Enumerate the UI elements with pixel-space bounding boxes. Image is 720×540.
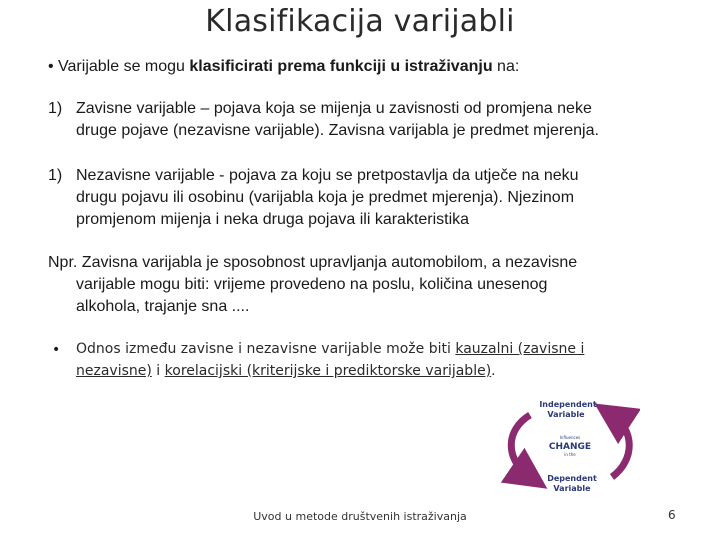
diagram-center-small-2: in the xyxy=(564,452,576,457)
intro-line xyxy=(48,58,519,76)
diagram-top-label-2: Variable xyxy=(547,410,585,419)
causal-link[interactable]: kauzalni (zavisne i nezavisne) xyxy=(76,341,585,379)
page-number: 6 xyxy=(668,508,676,522)
cycle-arrow-right xyxy=(612,415,629,477)
diagram-center-small: Influences xyxy=(559,435,581,440)
example-paragraph xyxy=(48,252,688,318)
example-line: varijable mogu biti: vrijeme provedeno na poslu, količina unesenog xyxy=(76,276,548,293)
relation-paragraph xyxy=(76,338,616,382)
example-line: Npr. Zavisna varijabla je sposobnost upravljanja automobilom, a nezavisne xyxy=(48,254,578,271)
bullet-icon: • xyxy=(52,342,61,358)
diagram-center-label: CHANGE xyxy=(548,442,592,452)
example-line: alkohola, trajanje sna .... xyxy=(76,298,250,315)
diagram-bottom-label-2: Variable xyxy=(553,484,591,493)
intro-bold: klasificirati prema funkciji u istraživanju xyxy=(189,58,493,75)
intro-prefix: • Varijable se mogu xyxy=(48,58,190,75)
variable-cycle-diagram xyxy=(500,395,640,495)
relation-text: . xyxy=(491,363,496,379)
list-item-number: 1) xyxy=(48,167,63,184)
slide-title: Klasifikacija varijabli xyxy=(205,4,515,39)
list-item-line: promjenom mijenja i neka druga pojava ili karakteristika xyxy=(76,211,470,228)
list-item-number: 1) xyxy=(48,100,63,117)
list-item-line: Zavisne varijable – pojava koja se mijenja u zavisnosti od promjena neke xyxy=(76,100,592,117)
relation-text: i xyxy=(151,363,165,379)
list-item-line: druge pojave (nezavisne varijable). Zavisna varijabla je predmet mjerenja. xyxy=(76,122,599,139)
relation-text: Odnos između zavisne i nezavisne varijable može biti xyxy=(76,341,456,357)
correlational-link[interactable]: korelacijski (kriterijske i prediktorske varijable) xyxy=(164,363,492,379)
cycle-arrow-left xyxy=(511,415,530,477)
diagram-bottom-label-1: Dependent xyxy=(547,474,597,483)
footer-course-name: Uvod u metode društvenih istraživanja xyxy=(253,510,467,523)
list-item-line: drugu pojavu ili osobinu (varijabla koja je predmet mjerenja). Njezinom xyxy=(76,189,575,206)
diagram-top-label-1: Independent xyxy=(539,400,597,409)
intro-suffix: na: xyxy=(492,58,520,75)
list-item-line: Nezavisne varijable - pojava za koju se pretpostavlja da utječe na neku xyxy=(76,167,579,184)
